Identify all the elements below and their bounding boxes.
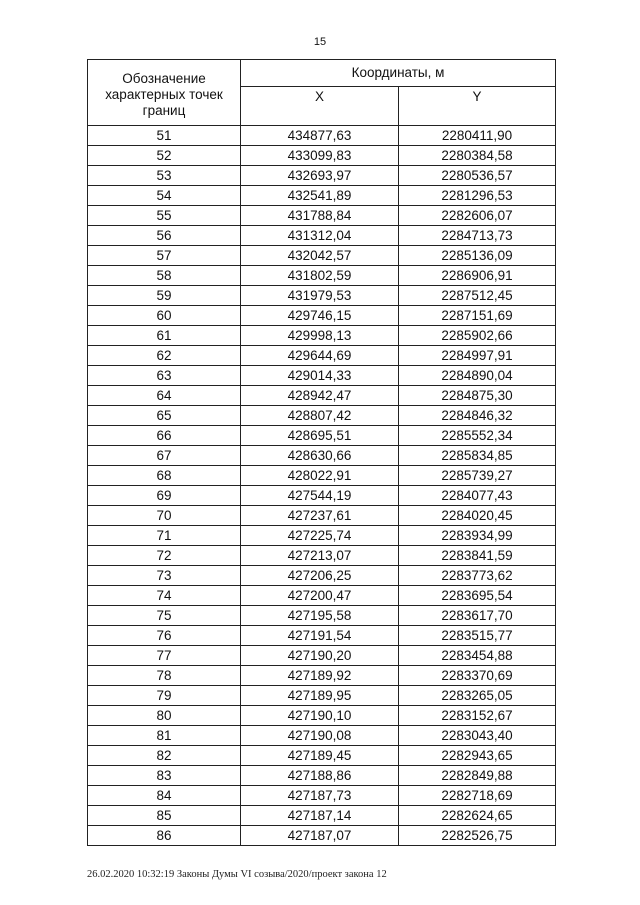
coordinates-header: Координаты, м	[241, 60, 556, 87]
y-column-header: Y	[399, 87, 556, 126]
page-number: 15	[313, 36, 327, 48]
point-number-cell: 58	[88, 266, 241, 286]
table-row	[88, 466, 556, 486]
y-coordinate-cell: 2284713,73	[399, 226, 556, 246]
point-number-cell: 55	[88, 206, 241, 226]
table-row	[88, 566, 556, 586]
table-row	[88, 426, 556, 446]
y-coordinate-cell: 2285739,27	[399, 466, 556, 486]
y-coordinate-cell: 2280411,90	[399, 126, 556, 146]
x-coordinate-cell: 428695,51	[241, 426, 399, 446]
table-row	[88, 726, 556, 746]
y-coordinate-cell: 2284846,32	[399, 406, 556, 426]
x-coordinate-cell: 427225,74	[241, 526, 399, 546]
y-coordinate-cell: 2287151,69	[399, 306, 556, 326]
table-row	[88, 166, 556, 186]
table-row	[88, 706, 556, 726]
table-row	[88, 346, 556, 366]
point-number-cell: 54	[88, 186, 241, 206]
point-number-cell: 76	[88, 626, 241, 646]
table-row	[88, 366, 556, 386]
point-number-cell: 86	[88, 826, 241, 846]
table-row	[88, 326, 556, 346]
point-number-cell: 67	[88, 446, 241, 466]
y-coordinate-cell: 2282849,88	[399, 766, 556, 786]
x-coordinate-cell: 427200,47	[241, 586, 399, 606]
point-number-cell: 83	[88, 766, 241, 786]
x-coordinate-cell: 427190,08	[241, 726, 399, 746]
x-coordinate-cell: 432693,97	[241, 166, 399, 186]
table-row	[88, 406, 556, 426]
y-coordinate-cell: 2283841,59	[399, 546, 556, 566]
point-number-cell: 79	[88, 686, 241, 706]
point-number-cell: 69	[88, 486, 241, 506]
y-coordinate-cell: 2283043,40	[399, 726, 556, 746]
y-coordinate-cell: 2283454,88	[399, 646, 556, 666]
y-coordinate-cell: 2282943,65	[399, 746, 556, 766]
x-coordinate-cell: 427544,19	[241, 486, 399, 506]
point-number-cell: 80	[88, 706, 241, 726]
y-coordinate-cell: 2282624,65	[399, 806, 556, 826]
x-coordinate-cell: 427190,10	[241, 706, 399, 726]
x-coordinate-cell: 427189,92	[241, 666, 399, 686]
x-coordinate-cell: 427187,14	[241, 806, 399, 826]
table-row	[88, 386, 556, 406]
table-row	[88, 806, 556, 826]
point-number-cell: 71	[88, 526, 241, 546]
y-coordinate-cell: 2284890,04	[399, 366, 556, 386]
table-row	[88, 526, 556, 546]
table-row	[88, 606, 556, 626]
y-coordinate-cell: 2280536,57	[399, 166, 556, 186]
x-coordinate-cell: 427190,20	[241, 646, 399, 666]
table-row	[88, 766, 556, 786]
x-coordinate-cell: 429998,13	[241, 326, 399, 346]
y-coordinate-cell: 2282526,75	[399, 826, 556, 846]
table-row	[88, 666, 556, 686]
table-row	[88, 246, 556, 266]
table-row	[88, 126, 556, 146]
point-number-cell: 53	[88, 166, 241, 186]
table-row	[88, 486, 556, 506]
point-number-cell: 81	[88, 726, 241, 746]
y-coordinate-cell: 2282606,07	[399, 206, 556, 226]
x-coordinate-cell: 429746,15	[241, 306, 399, 326]
table-row	[88, 286, 556, 306]
point-number-cell: 66	[88, 426, 241, 446]
y-coordinate-cell: 2285552,34	[399, 426, 556, 446]
point-number-cell: 85	[88, 806, 241, 826]
table-row	[88, 146, 556, 166]
x-coordinate-cell: 427188,86	[241, 766, 399, 786]
x-coordinate-cell: 427189,45	[241, 746, 399, 766]
point-number-cell: 61	[88, 326, 241, 346]
point-number-cell: 84	[88, 786, 241, 806]
x-coordinate-cell: 432541,89	[241, 186, 399, 206]
x-coordinate-cell: 432042,57	[241, 246, 399, 266]
table-row	[88, 786, 556, 806]
table-row	[88, 206, 556, 226]
x-coordinate-cell: 429644,69	[241, 346, 399, 366]
table-row	[88, 826, 556, 846]
point-number-cell: 56	[88, 226, 241, 246]
point-designation-header	[88, 60, 241, 126]
point-number-cell: 57	[88, 246, 241, 266]
point-header-line-2: характерных точек	[105, 86, 223, 102]
point-number-cell: 59	[88, 286, 241, 306]
table-row	[88, 546, 556, 566]
x-coordinate-cell: 434877,63	[241, 126, 399, 146]
y-coordinate-cell: 2283370,69	[399, 666, 556, 686]
point-header-line-1: Обозначение	[122, 70, 206, 86]
point-number-cell: 68	[88, 466, 241, 486]
point-number-cell: 65	[88, 406, 241, 426]
x-coordinate-cell: 427206,25	[241, 566, 399, 586]
x-coordinate-cell: 428807,42	[241, 406, 399, 426]
y-coordinate-cell: 2285136,09	[399, 246, 556, 266]
point-number-cell: 60	[88, 306, 241, 326]
point-number-cell: 63	[88, 366, 241, 386]
y-coordinate-cell: 2280384,58	[399, 146, 556, 166]
x-coordinate-cell: 429014,33	[241, 366, 399, 386]
table-row	[88, 306, 556, 326]
y-coordinate-cell: 2285834,85	[399, 446, 556, 466]
x-coordinate-cell: 431788,84	[241, 206, 399, 226]
point-number-cell: 51	[88, 126, 241, 146]
x-coordinate-cell: 428942,47	[241, 386, 399, 406]
table-row	[88, 446, 556, 466]
footer-text: 26.02.2020 10:32:19 Законы Думы VI созыва/2020/проект закона 12	[87, 869, 387, 880]
x-coordinate-cell: 427189,95	[241, 686, 399, 706]
point-number-cell: 64	[88, 386, 241, 406]
table-row	[88, 646, 556, 666]
point-number-cell: 73	[88, 566, 241, 586]
y-coordinate-cell: 2281296,53	[399, 186, 556, 206]
point-number-cell: 82	[88, 746, 241, 766]
x-coordinate-cell: 427195,58	[241, 606, 399, 626]
y-coordinate-cell: 2283934,99	[399, 526, 556, 546]
y-coordinate-cell: 2287512,45	[399, 286, 556, 306]
x-column-header: X	[241, 87, 399, 126]
point-number-cell: 70	[88, 506, 241, 526]
coordinates-table	[87, 59, 556, 846]
y-coordinate-cell: 2283773,62	[399, 566, 556, 586]
x-coordinate-cell: 427187,73	[241, 786, 399, 806]
table-row	[88, 586, 556, 606]
table-row	[88, 266, 556, 286]
table-header	[88, 60, 556, 126]
y-coordinate-cell: 2284997,91	[399, 346, 556, 366]
x-coordinate-cell: 431979,53	[241, 286, 399, 306]
x-coordinate-cell: 427237,61	[241, 506, 399, 526]
point-number-cell: 75	[88, 606, 241, 626]
y-coordinate-cell: 2283515,77	[399, 626, 556, 646]
point-number-cell: 72	[88, 546, 241, 566]
x-coordinate-cell: 427213,07	[241, 546, 399, 566]
x-coordinate-cell: 428022,91	[241, 466, 399, 486]
table-row	[88, 506, 556, 526]
y-coordinate-cell: 2283617,70	[399, 606, 556, 626]
point-header-line-3: границ	[142, 102, 186, 118]
point-number-cell: 52	[88, 146, 241, 166]
point-number-cell: 74	[88, 586, 241, 606]
y-coordinate-cell: 2284077,43	[399, 486, 556, 506]
table-row	[88, 626, 556, 646]
x-coordinate-cell: 427191,54	[241, 626, 399, 646]
point-number-cell: 62	[88, 346, 241, 366]
y-coordinate-cell: 2283152,67	[399, 706, 556, 726]
x-coordinate-cell: 431802,59	[241, 266, 399, 286]
x-coordinate-cell: 433099,83	[241, 146, 399, 166]
y-coordinate-cell: 2285902,66	[399, 326, 556, 346]
y-coordinate-cell: 2283265,05	[399, 686, 556, 706]
table-body	[88, 126, 556, 846]
y-coordinate-cell: 2284020,45	[399, 506, 556, 526]
y-coordinate-cell: 2284875,30	[399, 386, 556, 406]
table-row	[88, 186, 556, 206]
y-coordinate-cell: 2282718,69	[399, 786, 556, 806]
table-row	[88, 686, 556, 706]
x-coordinate-cell: 428630,66	[241, 446, 399, 466]
y-coordinate-cell: 2286906,91	[399, 266, 556, 286]
x-coordinate-cell: 431312,04	[241, 226, 399, 246]
table-row	[88, 746, 556, 766]
x-coordinate-cell: 427187,07	[241, 826, 399, 846]
table-row	[88, 226, 556, 246]
point-number-cell: 77	[88, 646, 241, 666]
point-number-cell: 78	[88, 666, 241, 686]
y-coordinate-cell: 2283695,54	[399, 586, 556, 606]
